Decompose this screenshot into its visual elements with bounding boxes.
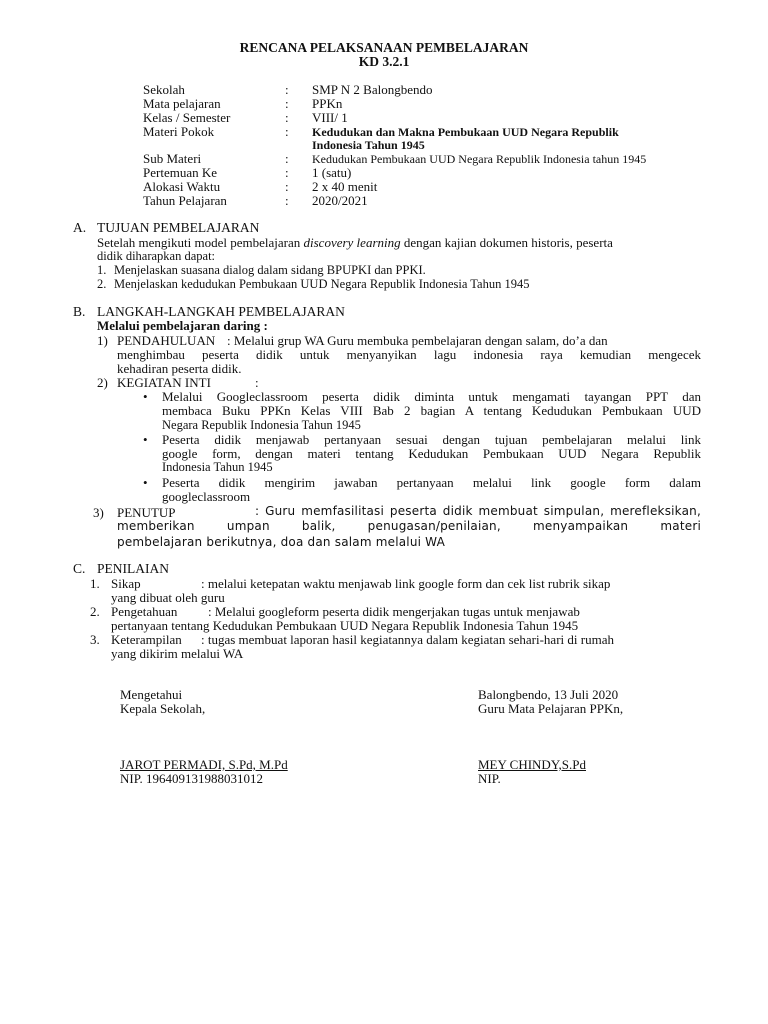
assessment-line1: : tugas membuat laporan hasil kegiatannya dalam kegiatan sehari-hari di rumah [201, 632, 614, 647]
signature-right-name: MEY CHINDY,S.Pd [478, 757, 586, 772]
inti-number: 2) [97, 375, 108, 390]
inti-bullet-line: membaca Buku PPKn Kelas VIII Bab 2 bagian A tentang Kedudukan Pembukaan UUD [162, 403, 701, 418]
pendahuluan-number: 1) [97, 333, 108, 348]
section-a-heading: TUJUAN PEMBELAJARAN [97, 220, 260, 235]
inti-bullet-line: Peserta didik mengirim jawaban pertanyaan melalui link google form dalam [162, 475, 701, 490]
identity-separator: : [285, 151, 289, 166]
assessment-number: 1. [90, 576, 100, 591]
assessment-label: Pengetahuan [111, 604, 178, 619]
penutup-line1: : Guru memfasilitasi peserta didik membuat simpulan, merefleksikan, [255, 504, 701, 518]
objective-number: 1. [97, 263, 107, 277]
identity-value: Kedudukan Pembukaan UUD Negara Republik Indonesia tahun 1945 [312, 152, 647, 166]
identity-value: SMP N 2 Balongbendo [312, 82, 433, 97]
inti-separator: : [255, 375, 259, 390]
identity-separator: : [285, 124, 289, 139]
document-subtitle: KD 3.2.1 [358, 54, 410, 69]
identity-value: VIII/ 1 [312, 110, 348, 125]
identity-value: PPKn [312, 96, 343, 111]
objective-number: 2. [97, 277, 107, 291]
identity-label: Sekolah [143, 82, 185, 97]
penutup-line2: memberikan umpan balik, penugasan/penilaian, menyampaikan materi [117, 519, 701, 533]
identity-label: Sub Materi [143, 151, 202, 166]
penutup-label: PENUTUP [117, 505, 176, 520]
penutup-line3: pembelajaran berikutnya, doa dan salam melalui WA [117, 535, 445, 549]
intro-emphasis: discovery learning [303, 235, 401, 250]
assessment-line1: : melalui ketepatan waktu menjawab link google form dan cek list rubrik sikap [201, 576, 611, 591]
document-title: RENCANA PELAKSANAAN PEMBELAJARAN [239, 40, 529, 55]
inti-bullet-line: googleclassroom [162, 489, 251, 504]
signature-right-nip: NIP. [478, 771, 501, 786]
section-b-subheading: Melalui pembelajaran daring : [97, 318, 268, 333]
inti-bullet-line: Indonesia Tahun 1945 [162, 460, 273, 474]
identity-value: 2 x 40 menit [312, 179, 378, 194]
inti-bullet-line: Negara Republik Indonesia Tahun 1945 [162, 418, 361, 432]
penutup-number: 3) [93, 505, 104, 520]
identity-label: Alokasi Waktu [143, 179, 221, 194]
identity-separator: : [285, 110, 289, 125]
identity-separator: : [285, 193, 289, 208]
bullet-icon: • [143, 475, 148, 490]
intro-text-end: dengan kajian dokumen historis, peserta [400, 235, 613, 250]
identity-label: Kelas / Semester [143, 110, 231, 125]
section-a-marker: A. [73, 220, 87, 235]
assessment-line2: yang dibuat oleh guru [111, 590, 225, 605]
inti-bullet-line: Melalui Googleclassroom peserta didik diminta untuk mengamati tayangan PPT dan [162, 389, 701, 404]
bullet-icon: • [143, 432, 148, 447]
signature-left-line1: Mengetahui [120, 687, 183, 702]
assessment-label: Keterampilan [111, 632, 182, 647]
section-c-marker: C. [73, 561, 86, 576]
identity-separator: : [285, 165, 289, 180]
pendahuluan-line1: : Melalui grup WA Guru membuka pembelajaran dengan salam, do’a dan [227, 333, 608, 348]
signature-left-nip: NIP. 196409131988031012 [120, 771, 264, 786]
identity-label: Pertemuan Ke [143, 165, 218, 180]
section-b-heading: LANGKAH-LANGKAH PEMBELAJARAN [97, 304, 345, 319]
signature-left-name: JAROT PERMADI, S.Pd, M.Pd [120, 757, 288, 772]
assessment-line2: pertanyaan tentang Kedudukan Pembukaan UUD Negara Republik Indonesia Tahun 1945 [111, 618, 579, 633]
section-b-marker: B. [73, 304, 86, 319]
objective-text: Menjelaskan suasana dialog dalam sidang BPUPKI dan PPKI. [114, 263, 426, 277]
identity-value: 2020/2021 [312, 193, 368, 208]
section-a-intro-line2: didik diharapkan dapat: [97, 249, 216, 263]
intro-text-start: Setelah mengikuti model pembelajaran [97, 235, 304, 250]
objective-text: Menjelaskan kedudukan Pembukaan UUD Negara Republik Indonesia Tahun 1945 [114, 277, 530, 291]
identity-value: 1 (satu) [312, 165, 352, 180]
assessment-label: Sikap [111, 576, 141, 591]
identity-separator: : [285, 96, 289, 111]
section-c-heading: PENILAIAN [97, 561, 169, 576]
assessment-number: 2. [90, 604, 100, 619]
identity-separator: : [285, 179, 289, 194]
identity-label: Materi Pokok [143, 124, 215, 139]
signature-right-line2: Guru Mata Pelajaran PPKn, [478, 701, 624, 716]
assessment-number: 3. [90, 632, 100, 647]
identity-value-continued: Indonesia Tahun 1945 [312, 138, 425, 152]
identity-label: Tahun Pelajaran [143, 193, 227, 208]
inti-bullet-line: Peserta didik menjawab pertanyaan sesuai dengan tujuan pembelajaran melalui link [162, 432, 701, 447]
inti-label: KEGIATAN INTI [117, 375, 211, 390]
inti-bullet-line: google form, dengan materi tentang Kedudukan Pembukaan UUD Negara Republik [162, 446, 701, 461]
signature-left-line2: Kepala Sekolah, [120, 701, 206, 716]
pendahuluan-line3: kehadiran peserta didik. [117, 361, 242, 376]
assessment-line2: yang dikirim melalui WA [111, 646, 244, 661]
signature-right-line1: Balongbendo, 13 Juli 2020 [478, 687, 619, 702]
identity-label: Mata pelajaran [143, 96, 221, 111]
assessment-line1: : Melalui googleform peserta didik mengerjakan tugas untuk menjawab [208, 604, 580, 619]
identity-separator: : [285, 82, 289, 97]
identity-value: Kedudukan dan Makna Pembukaan UUD Negara Republik [312, 125, 619, 139]
bullet-icon: • [143, 389, 148, 404]
pendahuluan-label: PENDAHULUAN [117, 333, 216, 348]
pendahuluan-line2: menghimbau peserta didik untuk menyanyikan lagu indonesia raya kemudian mengecek [117, 347, 701, 362]
